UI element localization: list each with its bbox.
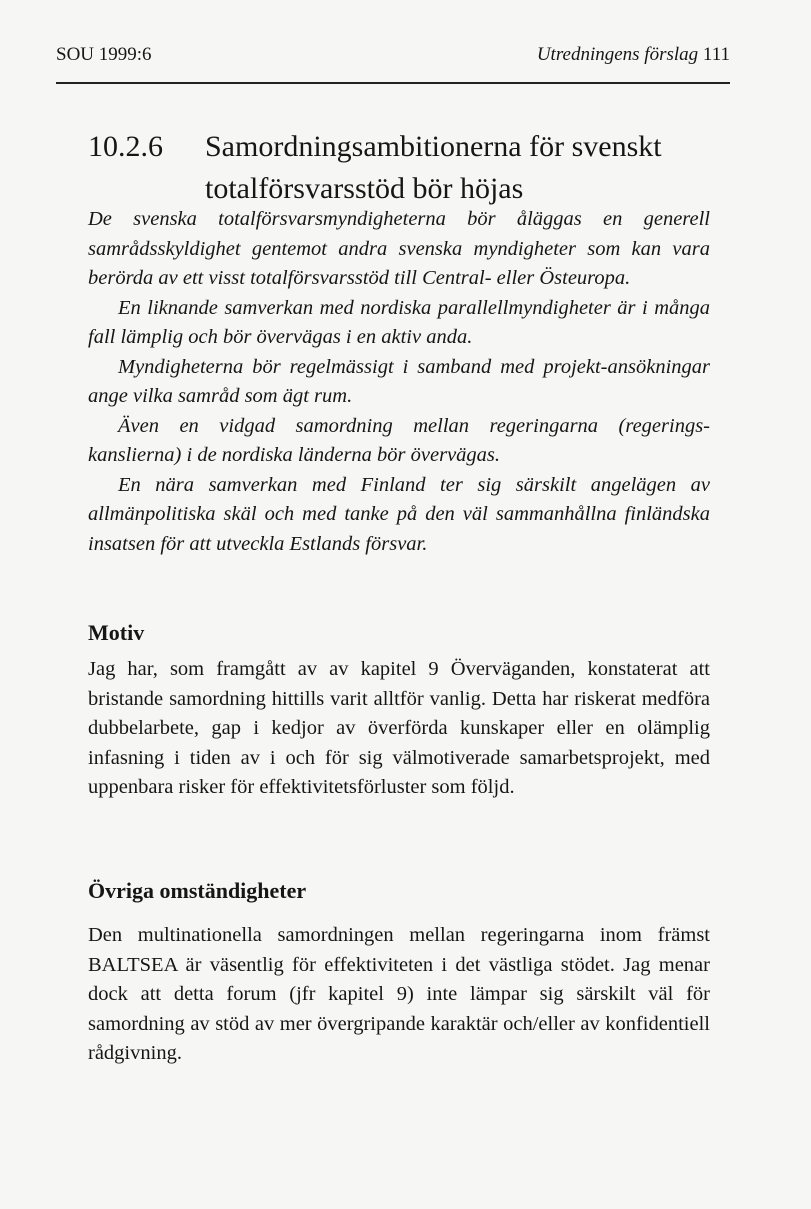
section-title: Samordningsambitionerna för svenskt totalförsvarsstöd bör höjas <box>205 130 662 205</box>
page-header <box>56 44 730 72</box>
report-series: SOU 1999:6 <box>56 44 152 65</box>
proposal-paragraph: De svenska totalförsvarsmyndigheterna bör åläggas en generell samrådsskyldighet gentemot andra svenska myndigheter som kan vara berörda av ett visst totalförsvarsstöd till Central- eller Östeuropa. <box>88 208 710 289</box>
chapter-title: Utredningens förslag <box>536 44 699 65</box>
proposal-paragraph: En liknande samverkan med nordiska parallellmyndigheter är i många fall lämplig och bör övervägas i en aktiv anda. <box>88 296 710 348</box>
ovriga-heading: Övriga omständigheter <box>88 878 307 903</box>
ovriga-body <box>88 921 710 1069</box>
header-rule <box>56 82 730 84</box>
running-title <box>537 44 730 66</box>
proposal-paragraph: Myndigheterna bör regelmässigt i samband med projekt-ansökningar ange vilka samråd som ägt rum. <box>88 355 710 407</box>
proposal-paragraph: En nära samverkan med Finland ter sig särskilt angelägen av allmänpolitiska skäl och med tanke på den väl sammanhållna finländska insatsen för att utveckla Estlands försvar. <box>88 473 710 555</box>
motiv-heading: Motiv <box>88 620 145 645</box>
ovriga-paragraph: Den multinationella samordningen mellan regeringarna inom främst BALTSEA är väsentlig för effektiviteten i det västliga stödet. Jag menar dock att detta forum (jfr kapitel 9) inte lämpar sig särskilt väl för samordning av stöd av mer övergripande karaktär och/eller av konfidentiell rådgivning. <box>88 924 710 1064</box>
section-number: 10.2.6 <box>88 130 163 163</box>
proposal-paragraph: Även en vidgad samordning mellan regeringarna (regerings-kanslierna) i de nordiska länderna bör övervägas. <box>88 414 710 466</box>
proposal-block <box>88 205 710 559</box>
motiv-paragraph: Jag har, som framgått av av kapitel 9 Överväganden, konstaterat att bristande samordning hittills varit alltför vanlig. Detta har riskerat medföra dubbelarbete, gap i kedjor av överförda kunskaper eller en olämplig infasning i tiden av i och för sig välmotiverade samarbetsprojekt, med uppenbara risker för effektivitetsförluster som följd. <box>88 658 710 798</box>
page-number: 111 <box>702 44 730 65</box>
motiv-body <box>88 655 710 803</box>
